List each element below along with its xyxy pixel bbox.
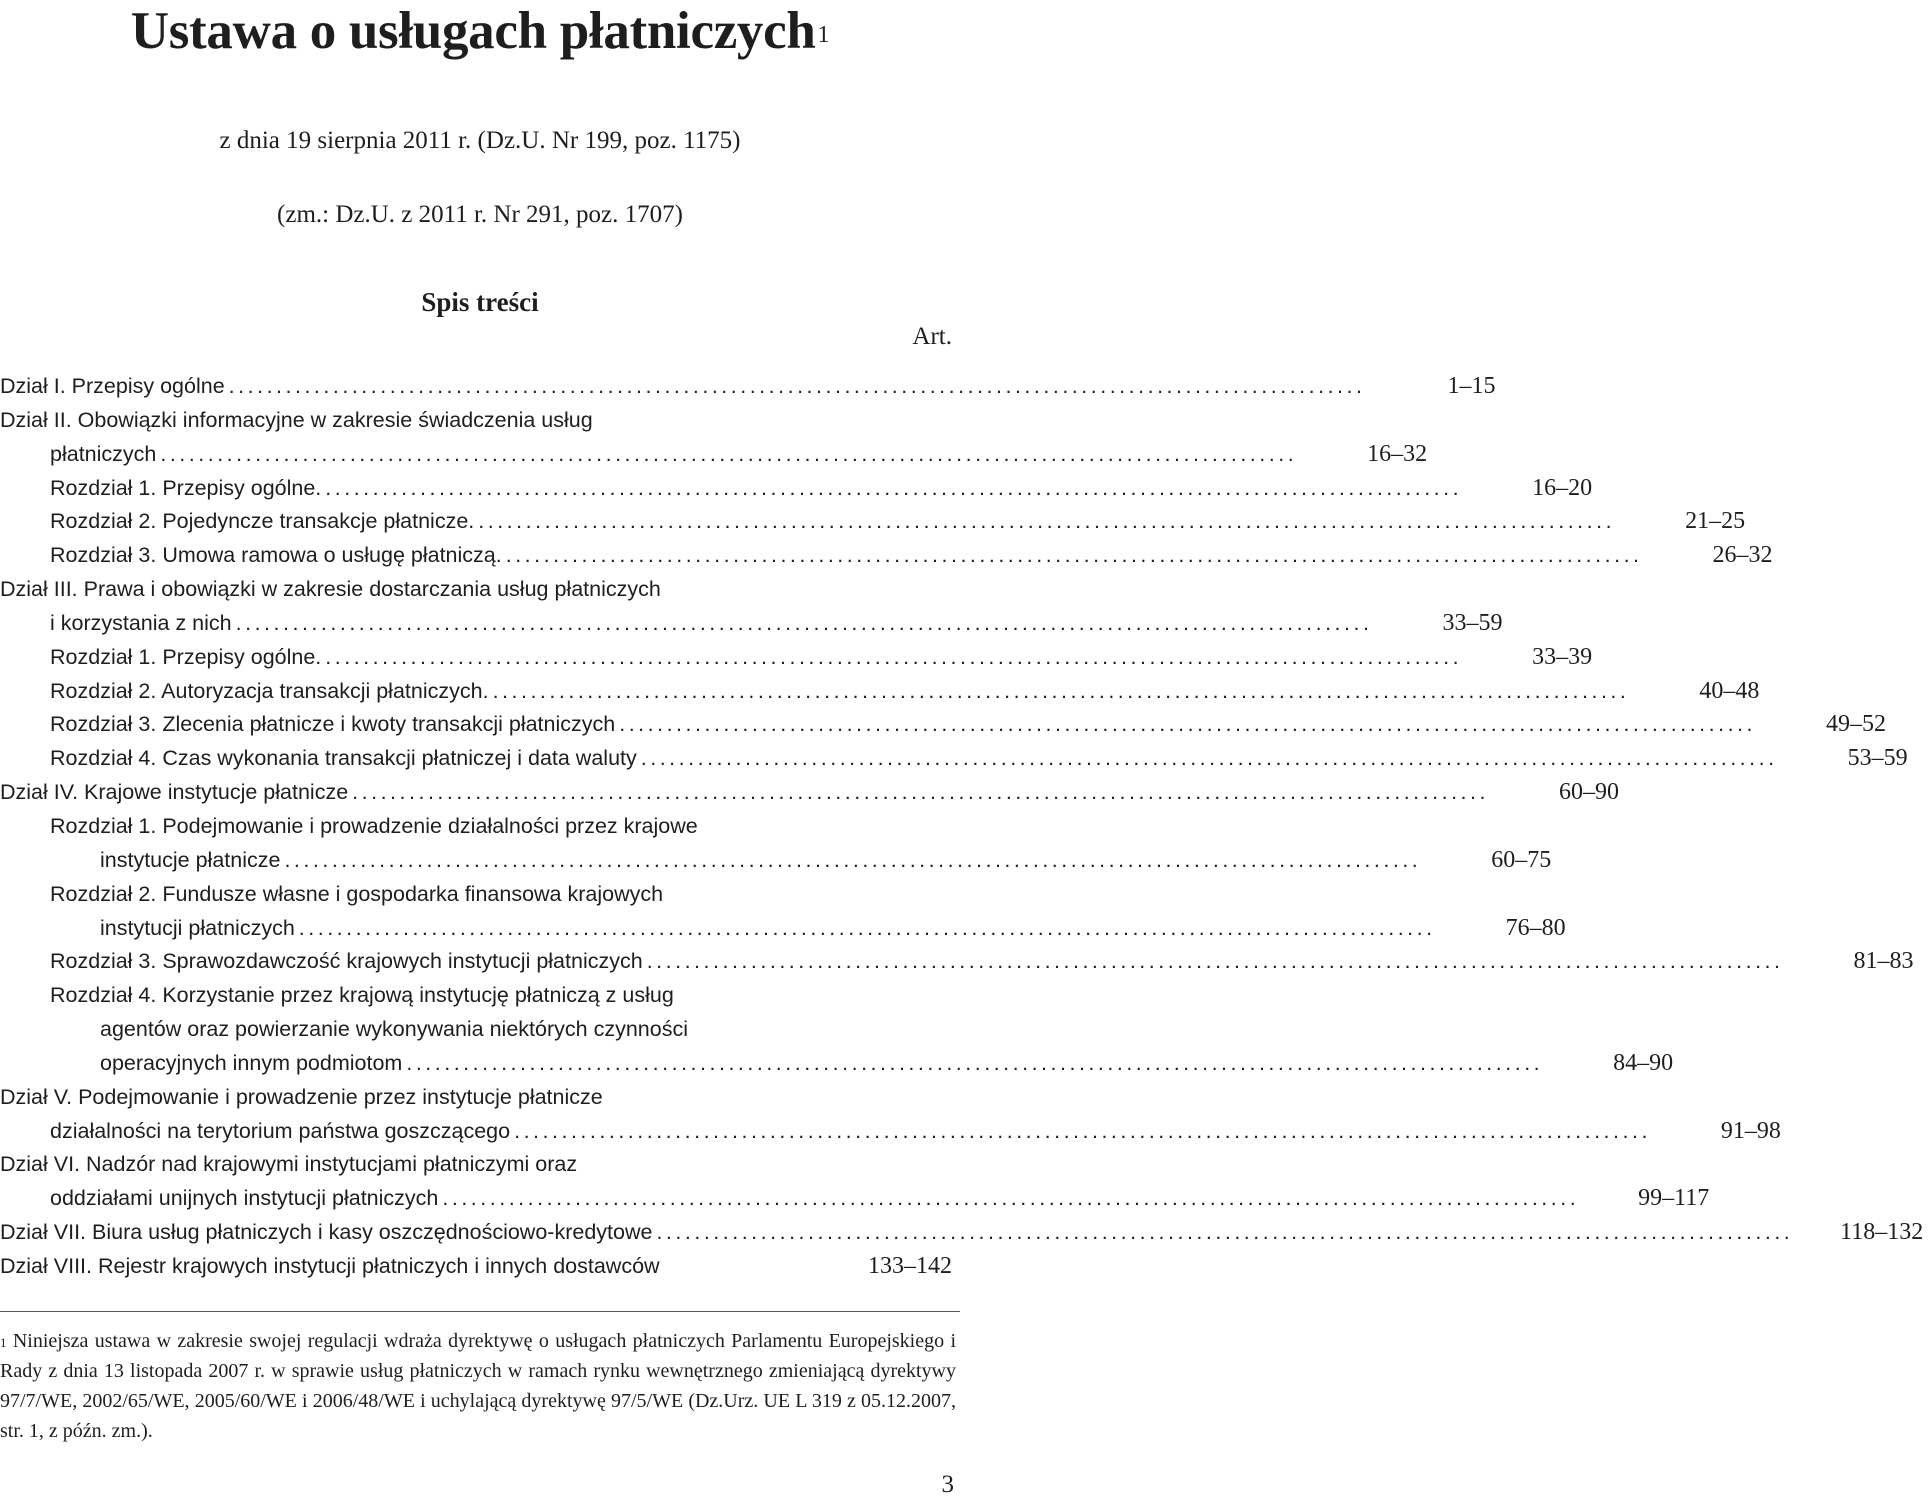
- toc-entry-pages: 33–39: [1532, 643, 1593, 670]
- toc-entry-pages: 76–80: [1505, 914, 1566, 941]
- dot-leader: ........................................................................................................................: [235, 610, 1373, 635]
- toc-entry-label: i korzystania z nich: [50, 610, 232, 635]
- table-of-contents: [0, 370, 1924, 1284]
- toc-entry-pages: 40–48: [1699, 677, 1760, 704]
- toc-entry-label: Rozdział 1. Przepisy ogólne.: [50, 475, 322, 500]
- toc-entry-label: płatniczych: [50, 441, 157, 466]
- toc-entry-label: Rozdział 2. Autoryzacja transakcji płatniczych.: [50, 678, 489, 703]
- toc-entry-pages: 1–15: [1447, 373, 1496, 399]
- toc-entry: [0, 641, 1593, 675]
- toc-entry: [0, 370, 1496, 404]
- toc-entry-label: Dział IV. Krajowe instytucje płatnicze: [0, 780, 349, 805]
- toc-entry-label: Dział V. Podejmowanie i prowadzenie przez instytucje płatnicze: [0, 1084, 603, 1109]
- toc-entry: [0, 505, 1746, 539]
- toc-entry-line: [0, 1250, 960, 1284]
- toc-entry-label: Dział II. Obowiązki informacyjne w zakresie świadczenia usług: [0, 407, 593, 432]
- dot-leader: ........................................................................................................................: [325, 475, 1463, 500]
- toc-entry-pages: 16–32: [1367, 440, 1428, 467]
- toc-entry-label: Rozdział 2. Pojedyncze transakcje płatnicze.: [50, 509, 475, 534]
- toc-entry-pages: 99–117: [1638, 1185, 1710, 1212]
- toc-entry: [0, 708, 1887, 742]
- toc-entry: [0, 675, 1760, 709]
- footnote-divider: [0, 1311, 960, 1312]
- toc-entry: [0, 1216, 1924, 1250]
- toc-entry-label: Rozdział 4. Korzystanie przez krajową instytucję płatniczą z usług: [50, 983, 674, 1008]
- toc-entry: [0, 776, 1619, 810]
- amendment-line: (zm.: Dz.U. z 2011 r. Nr 291, poz. 1707): [277, 201, 683, 228]
- toc-entry-pages: 21–25: [1685, 508, 1746, 535]
- dot-leader: ........................................................................................................................: [228, 374, 1366, 398]
- toc-entry-pages: 53–59: [1847, 745, 1908, 772]
- toc-entry: [0, 404, 1428, 472]
- toc-entry: [0, 945, 1914, 979]
- toc-entry-pages: 60–90: [1558, 779, 1619, 806]
- toc-entry-line: [50, 472, 1593, 506]
- toc-entry: [0, 1148, 1710, 1216]
- dot-leader: ........................................................................................................................: [640, 746, 1778, 771]
- toc-entry-line: [50, 742, 1908, 776]
- toc-entry-label: Dział III. Prawa i obowiązki w zakresie dostarczania usług płatniczych: [0, 577, 661, 602]
- toc-entry-line: [0, 438, 1428, 472]
- toc-entry-line: [50, 844, 1552, 878]
- toc-entry-label: operacyjnych innym podmiotom: [100, 1050, 403, 1075]
- toc-entry-label: instytucje płatnicze: [100, 847, 281, 872]
- footnote: [0, 1326, 956, 1446]
- toc-entry-line: [0, 1115, 1781, 1149]
- toc-entry-pages: 81–83: [1853, 948, 1914, 975]
- toc-entry-label: Rozdział 2. Fundusze własne i gospodarka finansowa krajowych: [50, 881, 664, 906]
- toc-entry: [0, 979, 1674, 1081]
- dot-leader: ........................................................................................................................: [646, 949, 1784, 974]
- toc-heading: Spis treści: [421, 287, 539, 317]
- dot-leader: ........................................................................................................................: [442, 1186, 1580, 1211]
- toc-entry-pages: 49–52: [1826, 711, 1887, 738]
- toc-entry-label: oddziałami unijnych instytucji płatniczych: [50, 1186, 439, 1211]
- toc-entry-label: Rozdział 1. Przepisy ogólne.: [50, 644, 322, 669]
- toc-entry: [0, 472, 1593, 506]
- toc-entry-pages: 16–20: [1532, 474, 1593, 501]
- title-text: Ustawa o usługach płatniczych: [130, 2, 816, 60]
- footnote-text: Niniejsza ustawa w zakresie swojej regulacji wdraża dyrektywę o usługach płatniczych Parlamentu Europejskiego i Rady z dnia 13 listopada 2007 r. w sprawie usług płatniczych w ramach rynku wewnętrznego zmieniającą dyrektywy 97/7/WE, 2002/65/WE, 2005/60/WE i 2006/48/WE i uchylającą dyrektywę 97/5/WE (Dz.Urz. UE L 319 z 05.12.2007, str. 1, z późn. zm.).: [0, 1330, 957, 1442]
- toc-entry-pages: 33–59: [1442, 609, 1503, 636]
- toc-entry: [0, 1250, 960, 1284]
- toc-entry-label: instytucji płatniczych: [100, 915, 295, 940]
- toc-entry-label: Rozdział 3. Umowa ramowa o usługę płatniczą.: [50, 543, 502, 568]
- toc-entry: [0, 878, 1566, 946]
- toc-entry-line: [0, 1216, 1924, 1250]
- page-number: 3: [941, 1471, 954, 1498]
- toc-entry-pages: 84–90: [1613, 1049, 1674, 1076]
- toc-entry-label: Dział I. Przepisy ogólne: [0, 374, 225, 398]
- toc-entry-pages: 26–32: [1712, 542, 1773, 569]
- toc-entry-pages: 91–98: [1720, 1117, 1781, 1144]
- toc-entry-label: Dział VI. Nadzór nad krajowymi instytucjami płatniczymi oraz: [0, 1152, 578, 1177]
- toc-entry: [0, 810, 1552, 878]
- toc-entry-label: Dział VII. Biura usług płatniczych i kasy oszczędnościowo-kredytowe: [0, 1220, 653, 1245]
- toc-entry-line: [50, 539, 1773, 573]
- dot-leader: ........................................................................................................................: [406, 1050, 1544, 1075]
- title-footnote-mark: 1: [817, 22, 830, 48]
- toc-entry-line: [50, 912, 1566, 946]
- dot-leader: ........................................................................................................................: [505, 543, 1643, 568]
- art-column-header: Art.: [912, 323, 952, 350]
- toc-entry-line: [0, 776, 1619, 810]
- toc-entry: [0, 573, 1503, 641]
- footnote-mark: 1: [0, 1335, 7, 1350]
- dot-leader: ........................................................................................................................: [284, 847, 1422, 872]
- toc-entry-line: [50, 708, 1887, 742]
- dot-leader: ........................................................................................................................: [656, 1220, 1794, 1245]
- toc-entry-line: [50, 675, 1760, 709]
- document-title: [0, 2, 960, 60]
- toc-entry-label: Rozdział 4. Czas wykonania transakcji płatniczej i data waluty: [50, 746, 637, 771]
- toc-entry-pages: 118–132: [1840, 1219, 1924, 1246]
- toc-entry: [0, 1081, 1781, 1149]
- dot-leader: ........................................................................................................................: [478, 509, 1616, 534]
- toc-entry-label: Rozdział 1. Podejmowanie i prowadzenie działalności przez krajowe: [50, 813, 698, 838]
- toc-entry-label: działalności na terytorium państwa goszczącego: [50, 1118, 511, 1143]
- toc-entry-pages: 133–142: [868, 1252, 952, 1279]
- dot-leader: ........................................................................................................................: [492, 678, 1630, 703]
- toc-entry-line: [50, 641, 1593, 675]
- toc-entry-line: [0, 370, 1496, 404]
- toc-entry-pages: 60–75: [1491, 846, 1552, 873]
- toc-entry: [0, 539, 1773, 573]
- act-date-line: z dnia 19 sierpnia 2011 r. (Dz.U. Nr 199, poz. 1175): [219, 127, 741, 154]
- toc-entry-label: Rozdział 3. Sprawozdawczość krajowych instytucji płatniczych: [50, 949, 643, 974]
- toc-entry: [0, 742, 1908, 776]
- dot-leader: ........................................................................................................................: [619, 712, 1757, 737]
- dot-leader: ........................................................................................................................: [160, 441, 1298, 466]
- toc-entry-label: Rozdział 3. Zlecenia płatnicze i kwoty transakcji płatniczych: [50, 712, 616, 737]
- toc-entry-line: [50, 945, 1914, 979]
- dot-leader: ........................................................................................................................: [325, 644, 1463, 669]
- toc-entry-label: agentów oraz powierzanie wykonywania niektórych czynności: [100, 1017, 688, 1042]
- dot-leader: ........................................................................................................................: [514, 1118, 1651, 1143]
- toc-entry-line: [50, 1047, 1674, 1081]
- toc-entry-label: Dział VIII. Rejestr krajowych instytucji płatniczych i innych dostawców: [0, 1253, 660, 1278]
- toc-entry-line: [0, 607, 1503, 641]
- dot-leader: ........................................................................................................................: [352, 780, 1489, 805]
- toc-entry-line: [50, 505, 1746, 539]
- toc-entry-line: [0, 1182, 1710, 1216]
- dot-leader: ........................................................................................................................: [298, 915, 1436, 940]
